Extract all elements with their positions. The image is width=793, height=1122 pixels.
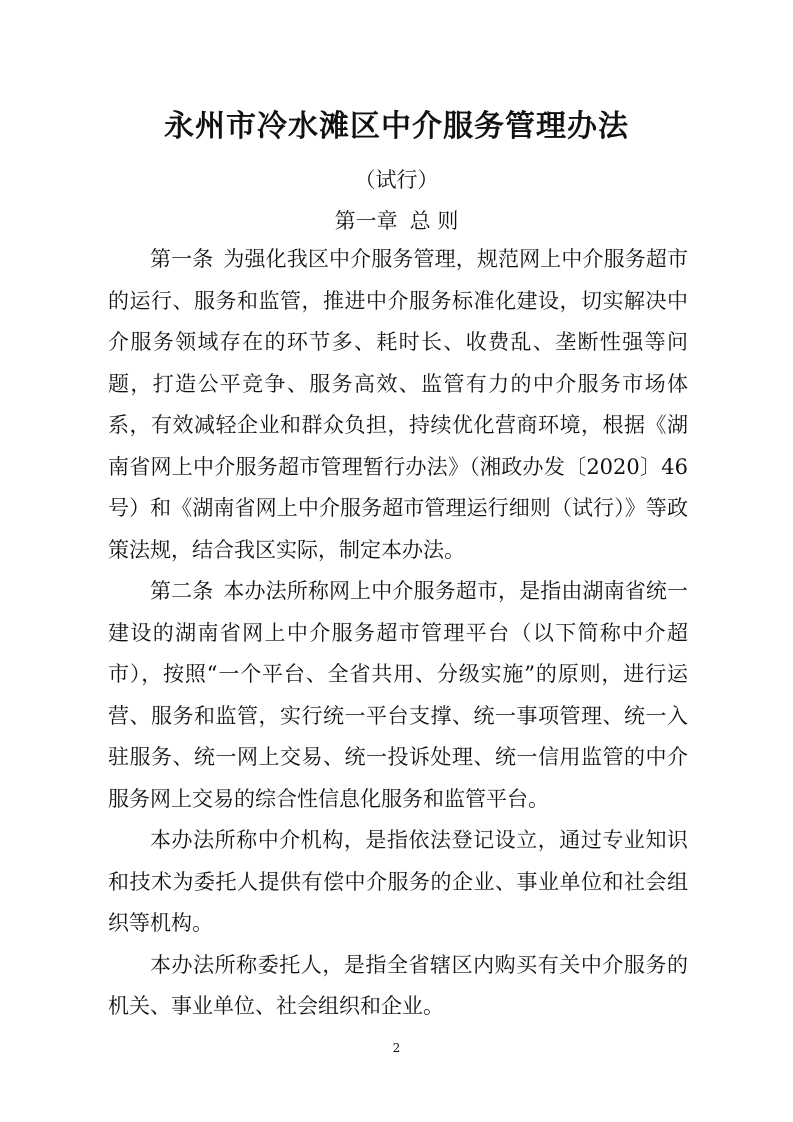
article-label: 第二条 [150, 579, 214, 603]
article-1-paragraph [108, 239, 688, 571]
document-body [108, 239, 688, 1028]
paragraph-text: 本办法所称中介机构，是指依法登记设立，通过专业知识和技术为委托人提供有偿中介服务的企业、事业单位和社会组织等机构。 [108, 828, 688, 935]
article-text: 本办法所称网上中介服务超市，是指由湖南省统一建设的湖南省网上中介服务超市管理平台（以下简称中介超市），按照“一个平台、全省共用、分级实施”的原则，进行运营、服务和监管，实行统一平台支撑、统一事项管理、统一入驻服务、统一网上交易、统一投诉处理、统一信用监管的中介服务网上交易的综合性信息化服务和监管平台。 [108, 579, 688, 811]
chapter-number: 第一章 [334, 209, 398, 233]
document-subtitle: （试行） [354, 168, 439, 192]
document-title: 永州市冷水滩区中介服务管理办法 [164, 109, 629, 144]
chapter-name: 总 则 [409, 209, 459, 233]
intermediary-definition-paragraph [108, 820, 688, 945]
page-number: 2 [392, 1041, 401, 1055]
paragraph-text: 本办法所称委托人，是指全省辖区内购买有关中介服务的机关、事业单位、社会组织和企业。 [108, 952, 688, 1018]
client-definition-paragraph [108, 945, 688, 1028]
article-text: 为强化我区中介服务管理，规范网上中介服务超市的运行、服务和监管，推进中介服务标准化建设，切实解决中介服务领域存在的环节多、耗时长、收费乱、垄断性强等问题，打造公平竞争、服务高效、监管有力的中介服务市场体系，有效减轻企业和群众负担，持续优化营商环境，根据《湖南省网上中介服务超市管理暂行办法》（湘政办发〔2020〕46号）和《湖南省网上中介服务超市管理运行细则（试行）》等政策法规，结合我区实际，制定本办法。 [108, 247, 688, 562]
chapter-heading [0, 206, 793, 236]
article-label: 第一条 [150, 247, 214, 271]
article-2-paragraph [108, 571, 688, 820]
